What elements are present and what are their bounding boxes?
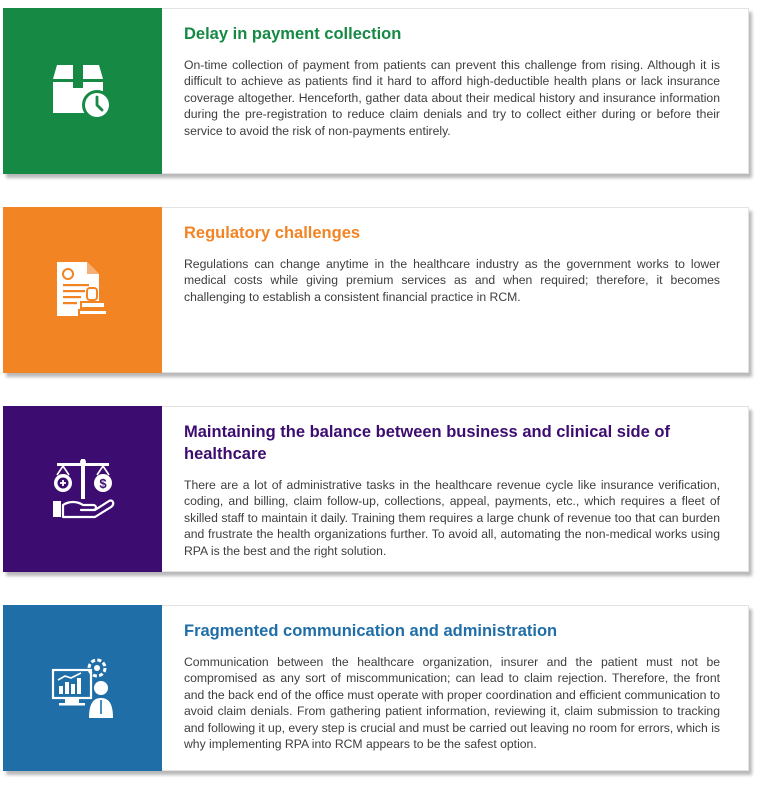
card-icon-tile [3,8,162,174]
card-icon-tile [3,605,162,771]
challenge-card-communication [3,605,749,771]
card-text: Communication between the healthcare organization, insurer and the patient must not be compromised as any sort of miscommunication; can lead to claim rejection. Therefore, the front and the back end of the office must operate with proper coordination and efficient communication to avoid claim denials. From gathering patient information, reviewing it, claim submission to tracking and following it up, every step is crucial and must be carried out leaving no room for errors, which is why implementing RPA into RCM appears to be the safest option. [184,655,720,752]
delivery-box-clock-icon [51,59,115,123]
card-text: There are a lot of administrative tasks in the healthcare revenue cycle like insurance verification, coding, and billing, claim follow-up, collections, appeal, payments, etc., which requires a fleet of skilled staff to maintain it daily. Training them requires a large chunk of revenue too that can burden and frustrate the health organizations further. To avoid all, automating the non-medical works using RPA is the best and the right solution. [184,478,720,558]
svg-text:$: $ [98,476,107,491]
computer-analytics-gear-icon [51,656,115,720]
card-text: Regulations can change anytime in the healthcare industry as the government works to lower medical costs while giving premium services as and when required; therefore, it becomes challenging to establish a consistent financial practice in RCM. [184,257,720,304]
card-title: Delay in payment collection [184,25,402,43]
card-icon-tile [3,406,162,572]
card-text: On-time collection of payment from patients can prevent this challenge from rising. Although it is difficult to achieve as patients find it hard to afford high-deductible health plans or lack insurance coverage altogether. Henceforth, gather data about their medical history and insurance information during the pre-registration to reduce claim denials and try to collect either during or before their service to avoid the risk of non-payments entirely. [184,58,720,138]
card-title: Fragmented communication and administration [184,622,558,640]
card-title: Regulatory challenges [184,224,361,242]
card-icon-tile [3,207,162,373]
balance-scale-hand-icon [51,457,115,521]
challenge-card-payment [3,8,749,174]
card-title: Maintaining the balance between business and clinical side of healthcare [184,423,670,463]
challenge-card-balance [3,406,749,572]
document-stamp-icon [51,258,115,322]
challenge-card-regulatory [3,207,749,373]
